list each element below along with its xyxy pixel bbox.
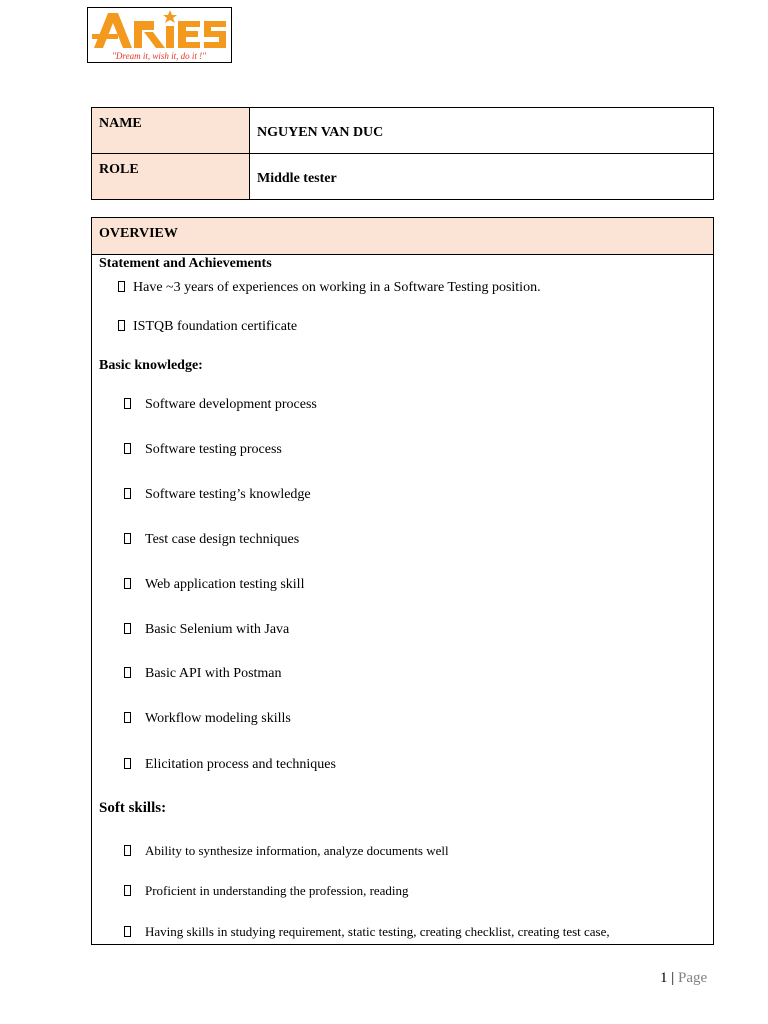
bullet-icon [124,926,131,937]
company-logo [87,7,232,63]
overview-section [91,217,714,945]
bullet-icon [118,320,125,331]
basic-knowledge-item: Test case design techniques [124,532,299,548]
profile-info-table [91,107,714,200]
page-label: Page [678,970,708,986]
bullet-icon [124,712,131,723]
basic-knowledge-item: Web application testing skill [124,577,304,593]
basic-knowledge-item: Basic Selenium with Java [124,622,289,638]
bullet-icon [124,533,131,544]
role-row [92,154,714,200]
basic-knowledge-item: Software testing process [124,442,282,458]
role-value: Middle tester [250,154,714,200]
bullet-icon [124,443,131,454]
name-label: NAME [92,108,250,154]
bullet-icon [118,281,125,292]
soft-skills-heading: Soft skills: [99,800,167,816]
statement-item: Have ~3 years of experiences on working in a Software Testing position. [118,280,541,296]
overview-title: OVERVIEW [92,218,713,255]
statement-heading: Statement and Achievements [99,256,272,271]
bullet-icon [124,758,131,769]
basic-knowledge-item: Software development process [124,397,317,413]
bullet-icon [124,488,131,499]
basic-knowledge-heading: Basic knowledge: [99,358,203,373]
bullet-icon [124,885,131,896]
name-value: NGUYEN VAN DUC [250,108,714,154]
soft-skill-item: Proficient in understanding the profession, reading [124,883,409,899]
bullet-icon [124,398,131,409]
name-row [92,108,714,154]
page-separator: | [671,970,675,986]
bullet-icon [124,623,131,634]
page-footer [660,970,707,987]
aries-logo-graphic [88,8,231,62]
statement-item: ISTQB foundation certificate [118,319,297,335]
basic-knowledge-item: Elicitation process and techniques [124,757,336,773]
basic-knowledge-item: Workflow modeling skills [124,711,291,727]
soft-skill-item: Ability to synthesize information, analyze documents well [124,843,449,859]
svg-text:"Dream it, wish it, do it !": "Dream it, wish it, do it !" [112,51,206,61]
role-label: ROLE [92,154,250,200]
basic-knowledge-item: Software testing’s knowledge [124,487,311,503]
bullet-icon [124,667,131,678]
basic-knowledge-item: Basic API with Postman [124,666,282,682]
soft-skill-item: Having skills in studying requirement, static testing, creating checklist, creating test case, [124,924,610,940]
page-number: 1 [660,970,668,986]
bullet-icon [124,845,131,856]
bullet-icon [124,578,131,589]
